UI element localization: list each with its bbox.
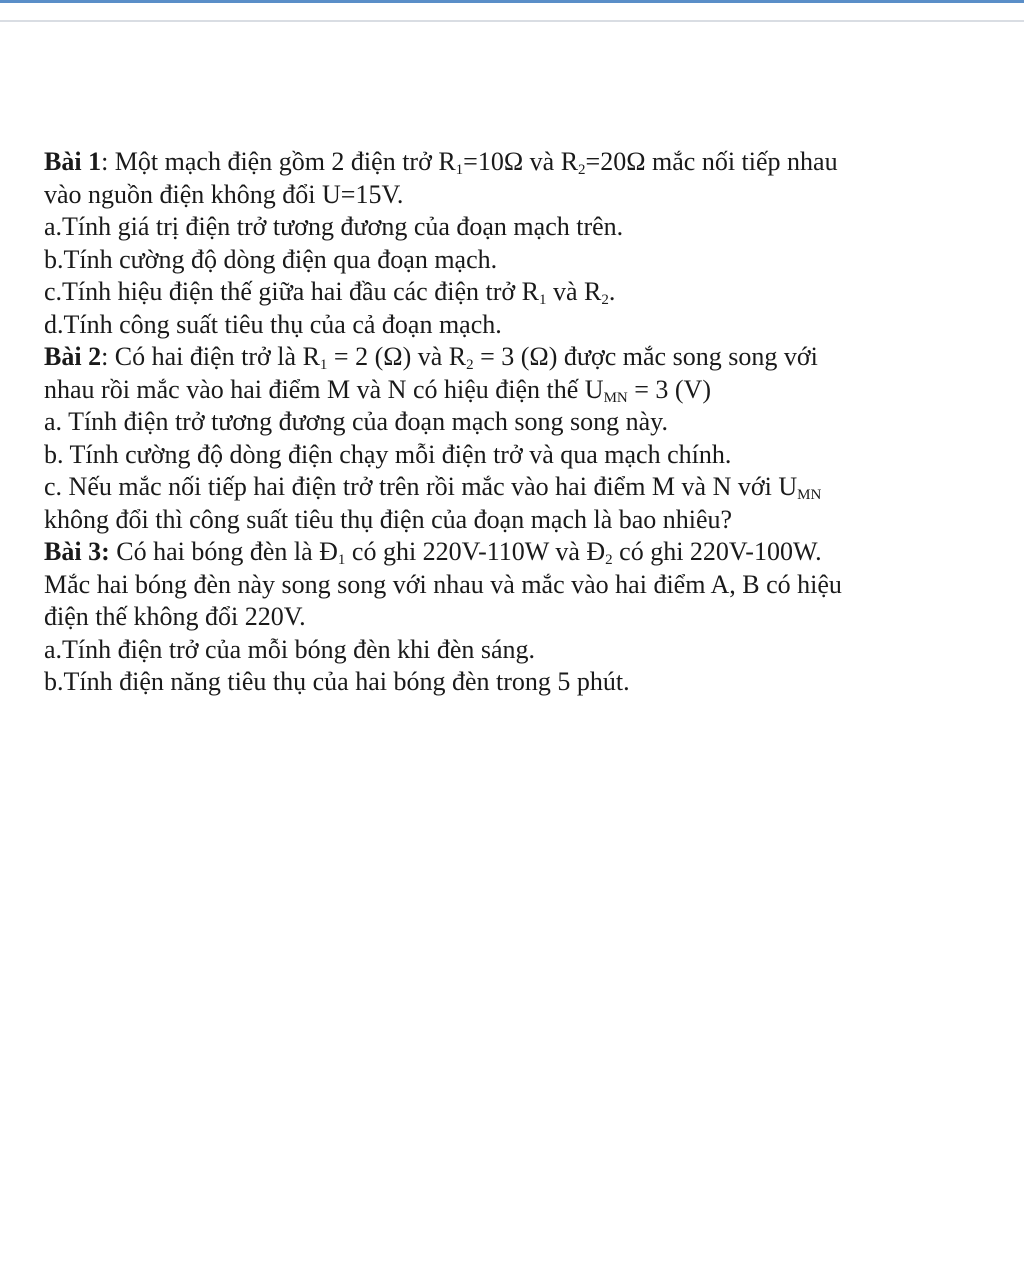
bai1-question-d: d.Tính công suất tiêu thụ của cả đoạn mạch. [44, 309, 502, 339]
bai2-question-a: a. Tính điện trở tương đương của đoạn mạch song song này. [44, 407, 668, 436]
bai1-label: Bài 1 [44, 147, 102, 176]
bai1-question-a: a.Tính giá trị điện trở tương đương của đoạn mạch trên. [44, 212, 624, 241]
bai1-question-c: c.Tính hiệu điện thế giữa hai đầu các điện trở $R_1$ và $R_2$. [44, 277, 616, 308]
top-accent-bar [0, 0, 1024, 3]
bai2-question-c-cont: không đổi thì công suất tiêu thụ điện của đoạn mạch là bao nhiêu? [44, 504, 733, 534]
bai2-line2: nhau rồi mắc vào hai điểm M và N có hiệu điện thế $U_{MN} = 3$ (V) [44, 374, 711, 406]
bai2-line1: Bài 2: Có hai điện trở là $R_1 = 2$ (Ω) và $R_2 = 3$ (Ω) được mắc song song với [44, 342, 818, 373]
bai1-question-b: b.Tính cường độ dòng điện qua đoạn mạch. [44, 244, 498, 274]
bai3-line2: Mắc hai bóng đèn này song song với nhau và mắc vào hai điểm A, B có hiệu [44, 569, 842, 599]
bai1-line1: Bài 1: Một mạch điện gồm 2 điện trở $R_1=10\Omega$ và $R_2=20\Omega$ mắc nối tiếp nhau [44, 147, 838, 178]
bai3-line1: Bài 3: Có hai bóng đèn là $Đ_1$ có ghi 220V-110W và $Đ_2$ có ghi 220V-100W. [44, 537, 822, 568]
bai3-line3: điện thế không đổi 220V. [44, 602, 306, 631]
bai2-question-c: c. Nếu mắc nối tiếp hai điện trở trên rồi mắc vào hai điểm M và N với $U_{MN}$ [44, 472, 822, 503]
exercise-text [44, 146, 1016, 699]
bai3-question-b: b.Tính điện năng tiêu thụ của hai bóng đèn trong 5 phút. [44, 667, 630, 696]
bai2-label: Bài 2 [44, 342, 102, 371]
bai1-line2: vào nguồn điện không đổi U=15V. [44, 179, 404, 209]
bai3-question-a: a.Tính điện trở của mỗi bóng đèn khi đèn sáng. [44, 634, 536, 664]
bai2-question-b: b. Tính cường độ dòng điện chạy mỗi điện trở và qua mạch chính. [44, 439, 732, 469]
top-divider [0, 20, 1024, 22]
bai3-label: Bài 3: [44, 537, 110, 566]
